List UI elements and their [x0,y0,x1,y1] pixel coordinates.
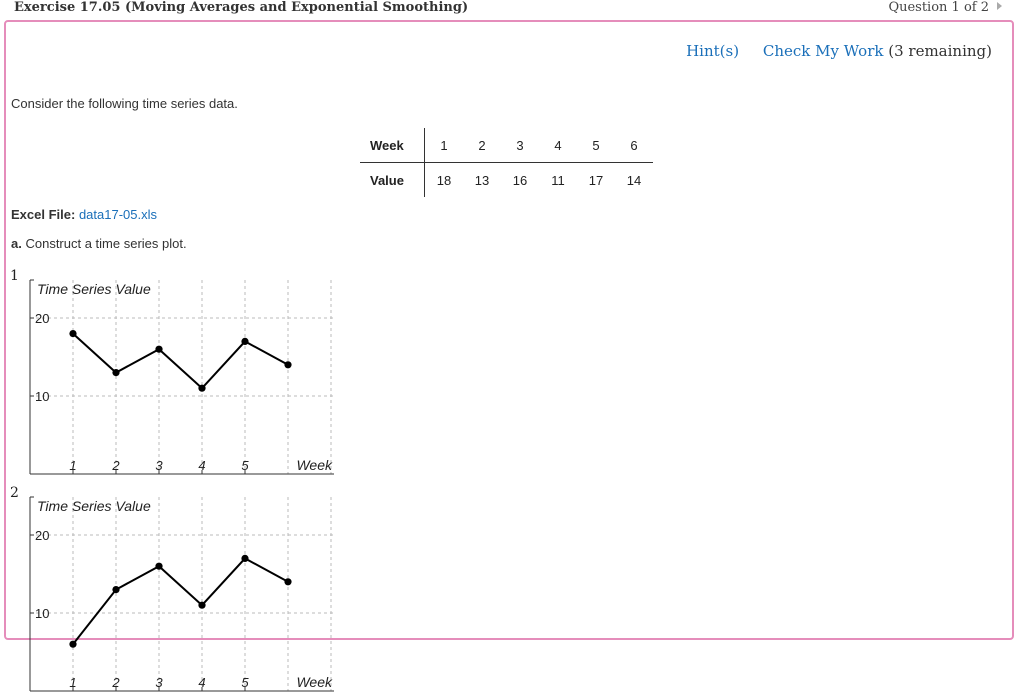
excel-file-label: Excel File: [11,207,76,222]
option-number[interactable]: 1 [10,268,19,284]
value-cell: 13 [474,172,490,188]
excel-file-link[interactable]: data17-05.xls [78,207,157,222]
value-cell: 14 [626,172,642,188]
week-cell: 5 [577,128,615,163]
data-point [112,369,119,376]
excel-file-line [11,207,157,222]
y-tick-label: 10 [35,389,50,404]
data-point [69,330,76,337]
x-axis-label: Week [296,457,332,473]
data-point [112,586,119,593]
option-number[interactable]: 2 [10,485,19,501]
value-cell: 18 [436,172,452,188]
question-counter: Question 1 of 2 [888,0,989,15]
row-header-value: Value [360,163,424,198]
data-point [198,385,205,392]
value-cell: 17 [588,172,604,188]
x-tick-label: 5 [241,458,249,473]
exercise-title: Exercise 17.05 (Moving Averages and Exponential Smoothing) [14,0,469,15]
data-point [155,346,162,353]
x-tick-label: 3 [155,675,163,690]
x-tick-label: 4 [198,675,206,690]
x-axis-label: Week [296,674,332,690]
question-navigator[interactable] [888,0,1002,15]
data-point [241,338,248,345]
y-tick-label: 20 [35,311,50,326]
data-point [155,563,162,570]
x-tick-label: 1 [69,675,77,690]
top-bar [0,0,1024,18]
week-cell: 6 [615,128,653,163]
data-point [198,602,205,609]
part-a-letter: a. [11,236,22,251]
question-actions [686,42,992,60]
plot-option-2[interactable] [26,489,338,695]
x-tick-label: 4 [198,458,206,473]
week-cell: 1 [424,128,463,163]
question-intro: Consider the following time series data. [11,96,238,111]
data-point [284,361,291,368]
data-point [284,578,291,585]
x-tick-label: 1 [69,458,77,473]
part-a-text: Construct a time series plot. [25,236,187,251]
week-cell: 2 [463,128,501,163]
chart-title: Time Series Value [37,498,151,514]
x-tick-label: 2 [112,675,120,690]
series-line [73,558,288,644]
value-cell: 16 [512,172,528,188]
week-cell: 3 [501,128,539,163]
plot-option-1[interactable] [26,272,338,478]
next-question-icon[interactable] [997,2,1002,10]
hints-link[interactable]: Hint(s) [686,42,740,60]
table-row [360,128,653,163]
series-line [73,334,288,389]
value-cell: 11 [551,172,565,188]
table-row [360,163,653,198]
x-tick-label: 3 [155,458,163,473]
part-a-prompt [11,236,187,251]
y-tick-label: 10 [35,606,50,621]
x-tick-label: 2 [112,458,120,473]
week-cell: 4 [539,128,577,163]
chart-title: Time Series Value [37,281,151,297]
data-point [241,555,248,562]
data-point [69,641,76,648]
row-header-week: Week [360,128,424,163]
check-my-work-link[interactable]: Check My Work [762,42,884,60]
remaining-attempts: (3 remaining) [888,42,992,60]
x-tick-label: 5 [241,675,249,690]
y-tick-label: 20 [35,528,50,543]
time-series-table [360,128,653,197]
